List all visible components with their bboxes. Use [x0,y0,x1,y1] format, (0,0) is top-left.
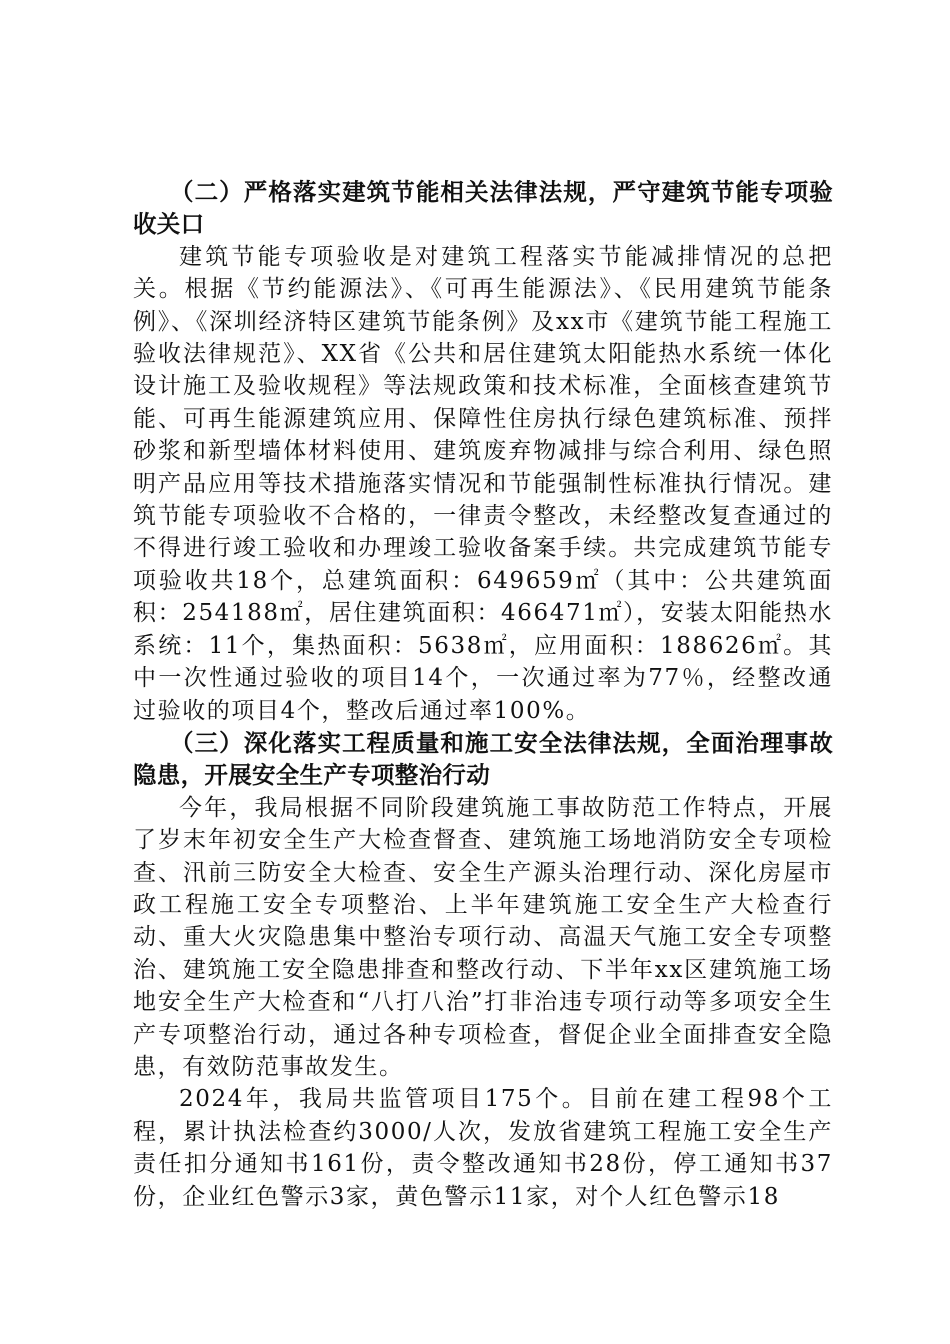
document-body [133,176,833,1213]
section-3-heading: （三）深化落实工程质量和施工安全法律法规，全面治理事故隐患，开展安全生产专项整治行动 [133,728,833,790]
section-3-paragraph-1: 今年，我局根据不同阶段建筑施工事故防范工作特点，开展了岁末年初安全生产大检查督查、建筑施工场地消防安全专项检查、汛前三防安全大检查、安全生产源头治理行动、深化房屋市政工程施工安全专项整治、上半年建筑施工安全生产大检查行动、重大火灾隐患集中整治专项行动、高温天气施工安全专项整治、建筑施工安全隐患排查和整改行动、下半年xx区建筑施工场地安全生产大检查和“八打八治”打非治违专项行动等多项安全生产专项整治行动，通过各种专项检查，督促企业全面排查安全隐患，有效防范事故发生。 [133,794,833,1080]
section-2-paragraph: 建筑节能专项验收是对建筑工程落实节能减排情况的总把关。根据《节约能源法》、《可再生能源法》、《民用建筑节能条例》、《深圳经济特区建筑节能条例》及xx市《建筑节能工程施工验收法律规范》、XX省《公共和居住建筑太阳能热水系统一体化设计施工及验收规程》等法规政策和技术标准，全面核查建筑节能、可再生能源建筑应用、保障性住房执行绿色建筑标准、预拌砂浆和新型墙体材料使用、建筑废弃物减排与综合利用、绿色照明产品应用等技术措施落实情况和节能强制性标准执行情况。建筑节能专项验收不合格的，一律责令整改，未经整改复查通过的不得进行竣工验收和办理竣工验收备案手续。共完成建筑节能专项验收共18个，总建筑面积：649659㎡（其中：公共建筑面积：254188㎡，居住建筑面积：466471㎡），安装太阳能热水系统：11个，集热面积：5638㎡，应用面积：188626㎡。其中一次性通过验收的项目14个，一次通过率为77％，经整改通过验收的项目4个，整改后通过率100%。 [133,243,833,724]
section-2-heading: （二）严格落实建筑节能相关法律法规，严守建筑节能专项验收关口 [133,178,833,239]
section-3-paragraph-2: 2024年，我局共监管项目175个。目前在建工程98个工程，累计执法检查约3000/人次，发放省建筑工程施工安全生产责任扣分通知书161份，责令整改通知书28份，停工通知书37份，企业红色警示3家，黄色警示11家，对个人红色警示18 [133,1086,833,1210]
